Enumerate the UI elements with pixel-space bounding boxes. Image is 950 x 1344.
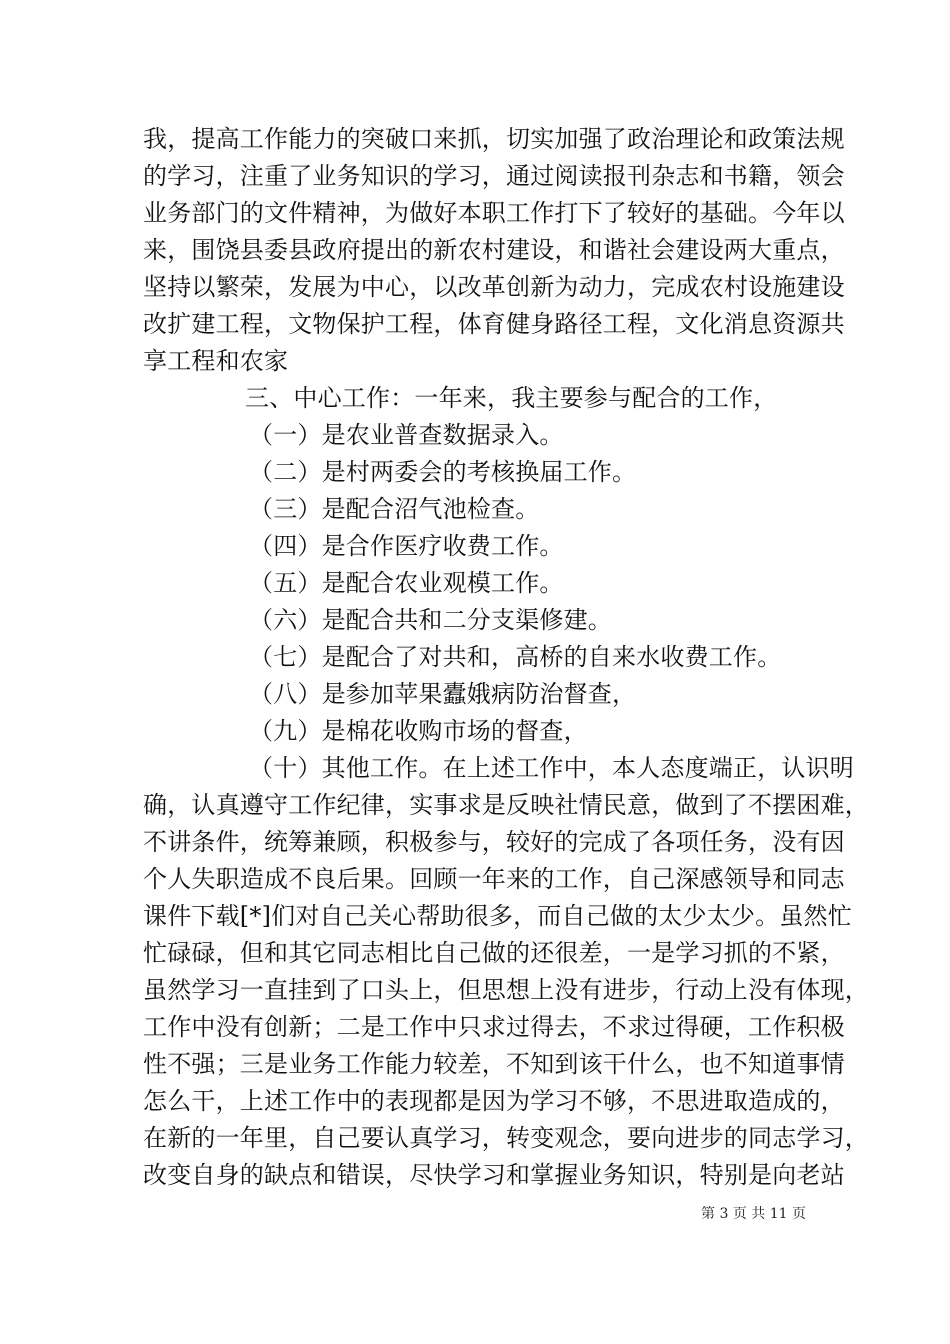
body-line: 享工程和农家 — [143, 347, 289, 375]
body-line: 课件下载[*]们对自己关心帮助很多，而自己做的太少太少。虽然忙 — [143, 902, 852, 930]
body-line: 的学习，注重了业务知识的学习，通过阅读报刊杂志和书籍，领会 — [143, 162, 845, 190]
list-item: （八）是参加苹果蠹娥病防治督查， — [249, 680, 637, 708]
list-item: （三）是配合沼气池检查。 — [249, 495, 540, 523]
body-line: 来，围饶县委县政府提出的新农村建设，和谐社会建设两大重点， — [143, 236, 845, 264]
body-line: 不讲条件，统筹兼顾，积极参与，较好的完成了各项任务，没有因 — [143, 828, 845, 856]
body-line: 改扩建工程，文物保护工程，体育健身路径工程，文化消息资源共 — [143, 310, 845, 338]
list-item: （五）是配合农业观模工作。 — [249, 569, 564, 597]
section-heading: 三、中心工作：一年来，我主要参与配合的工作， — [245, 384, 778, 412]
body-line: 虽然学习一直挂到了口头上，但思想上没有进步，行动上没有体现， — [143, 976, 869, 1004]
body-line: 忙碌碌，但和其它同志相比自己做的还很差，一是学习抓的不紧， — [143, 939, 845, 967]
body-line: 个人失职造成不良后果。回顾一年来的工作，自己深感领导和同志 — [143, 865, 845, 893]
body-line: 性不强；三是业务工作能力较差，不知到该干什么，也不知道事情 — [143, 1050, 845, 1078]
body-line: 工作中没有创新；二是工作中只求过得去，不求过得硬，工作积极 — [143, 1013, 845, 1041]
body-line: 坚持以繁荣，发展为中心，以改革创新为动力，完成农村设施建设 — [143, 273, 845, 301]
body-line: 业务部门的文件精神，为做好本职工作打下了较好的基础。今年以 — [143, 199, 845, 227]
body-line: 怎么干，上述工作中的表现都是因为学习不够，不思进取造成的， — [143, 1087, 845, 1115]
body-line: 在新的一年里，自己要认真学习，转变观念，要向进步的同志学习， — [143, 1124, 869, 1152]
body-line: 改变自身的缺点和错误，尽快学习和掌握业务知识，特别是向老站 — [143, 1161, 845, 1189]
page-number-footer: 第 3 页 共 11 页 — [701, 1206, 806, 1222]
body-line: 我，提高工作能力的突破口来抓，切实加强了政治理论和政策法规 — [143, 125, 845, 153]
document-body — [143, 121, 869, 1194]
list-item: （六）是配合共和二分支渠修建。 — [249, 606, 612, 634]
list-item: （七）是配合了对共和，高桥的自来水收费工作。 — [249, 643, 782, 671]
list-item: （一）是农业普查数据录入。 — [249, 421, 564, 449]
list-item: （十）其他工作。在上述工作中，本人态度端正，认识明 — [249, 754, 854, 782]
list-item: （九）是棉花收购市场的督查， — [249, 717, 588, 745]
list-item: （二）是村两委会的考核换届工作。 — [249, 458, 637, 486]
body-line: 确，认真遵守工作纪律，实事求是反映社情民意，做到了不摆困难， — [143, 791, 869, 819]
list-item: （四）是合作医疗收费工作。 — [249, 532, 564, 560]
